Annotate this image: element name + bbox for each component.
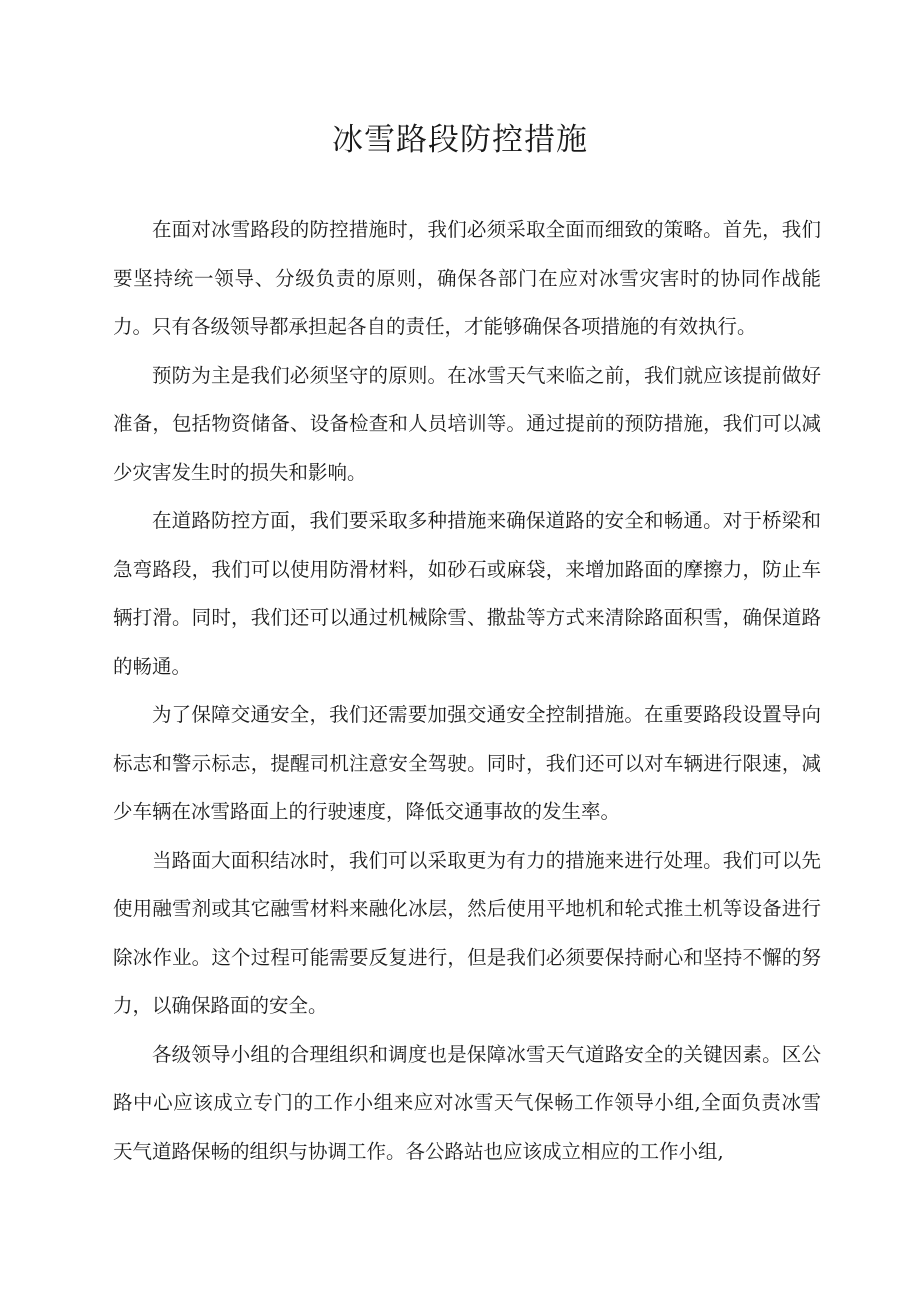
paragraph: 在道路防控方面，我们要采取多种措施来确保道路的安全和畅通。对于桥梁和急弯路段，我们可以使用防滑材料，如砂石或麻袋，来增加路面的摩擦力，防止车辆打滑。同时，我们还可以通过机械除雪、撒盐等方式来清除路面积雪，确保道路的畅通。 [113,509,821,678]
paragraph: 当路面大面积结冰时，我们可以采取更为有力的措施来进行处理。我们可以先使用融雪剂或其它融雪材料来融化冰层，然后使用平地机和轮式推土机等设备进行除冰作业。这个过程可能需要反复进行，但是我们必须要保持耐心和坚持不懈的努力，以确保路面的安全。 [113,848,821,1017]
paragraph: 在面对冰雪路段的防控措施时，我们必须采取全面而细致的策略。首先，我们要坚持统一领导、分级负责的原则，确保各部门在应对冰雪灾害时的协同作战能力。只有各级领导都承担起各自的责任，才能够确保各项措施的有效执行。 [113,218,821,338]
paragraph: 预防为主是我们必须坚守的原则。在冰雪天气来临之前，我们就应该提前做好准备，包括物资储备、设备检查和人员培训等。通过提前的预防措施，我们可以减少灾害发生时的损失和影响。 [113,363,821,484]
document-body [113,206,821,1176]
paragraph: 各级领导小组的合理组织和调度也是保障冰雪天气道路安全的关键因素。区公路中心应该成立专门的工作小组来应对冰雪天气保畅工作领导小组,全面负责冰雪天气道路保畅的组织与协调工作。各公路站也应该成立相应的工作小组, [113,1042,821,1163]
paragraph: 为了保障交通安全，我们还需要加强交通安全控制措施。在重要路段设置导向标志和警示标志，提醒司机注意安全驾驶。同时，我们还可以对车辆进行限速，减少车辆在冰雪路面上的行驶速度，降低交通事故的发生率。 [113,703,821,823]
document-title: 冰雪路段防控措施 [332,122,588,158]
